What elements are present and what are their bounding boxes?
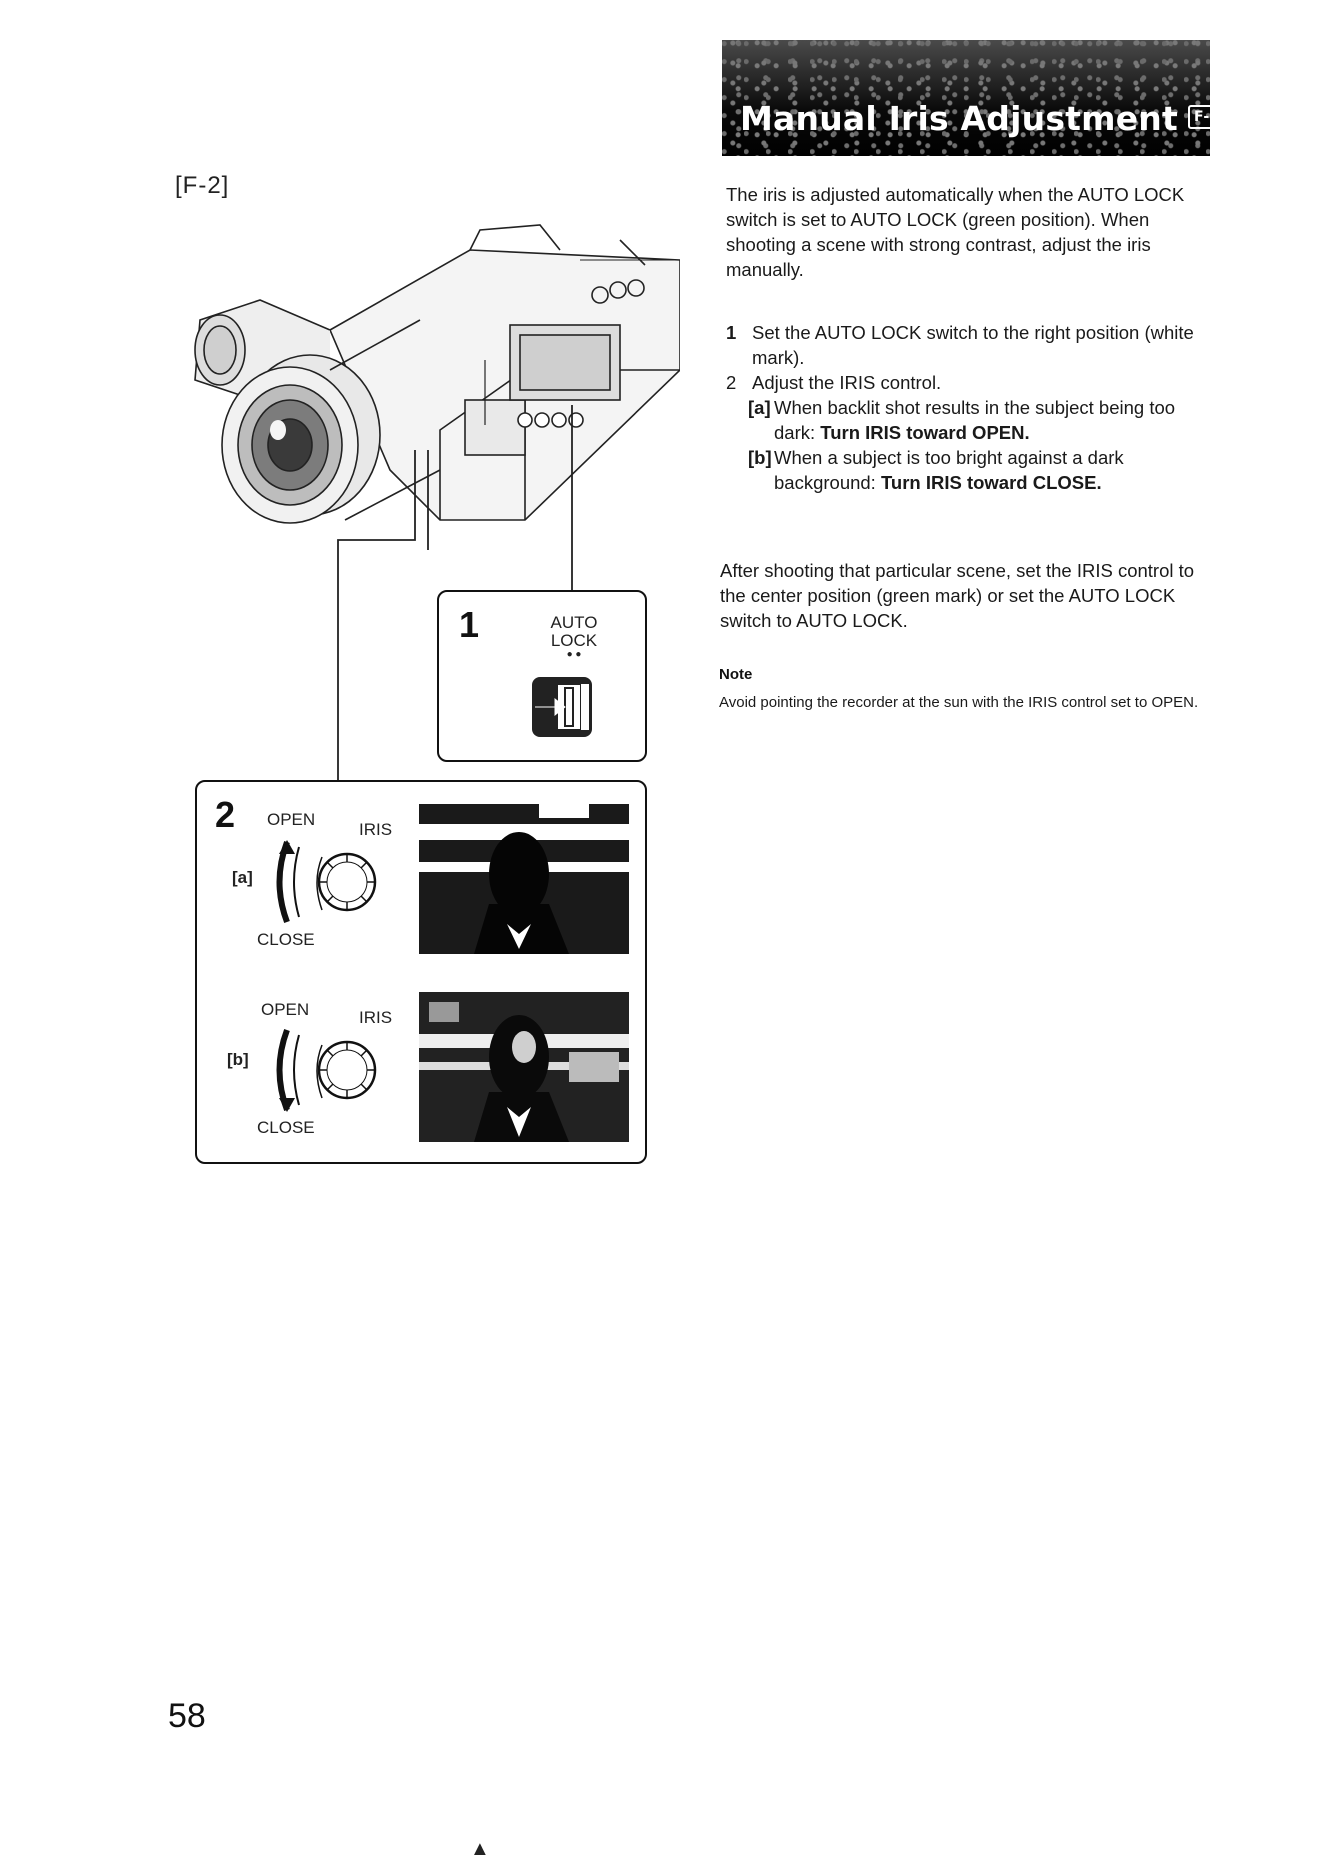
- dark-background-subject-photo: [419, 992, 629, 1142]
- note-text: Avoid pointing the recorder at the sun with the IRIS control set to OPEN.: [719, 694, 1199, 711]
- substep-a: [726, 395, 1216, 445]
- note-heading: Note: [719, 666, 753, 683]
- iris-dial-icon: [267, 1020, 387, 1120]
- callout-number-1: 1: [459, 604, 480, 645]
- auto-lock-label: [539, 614, 609, 660]
- substep-tag: [b]: [748, 447, 772, 468]
- page-number: 58: [168, 1697, 206, 1735]
- substep-instruction: Turn IRIS toward OPEN.: [820, 422, 1030, 443]
- iris-control-callout: [195, 780, 647, 1164]
- section-title-text: Manual Iris Adjustment: [740, 99, 1178, 138]
- step-number: 1: [726, 322, 737, 343]
- section-badge: F-2: [1188, 105, 1225, 129]
- section-title: [740, 99, 1225, 138]
- tag-b: [b]: [227, 1050, 249, 1069]
- step-text: Adjust the IRIS control.: [752, 372, 942, 393]
- open-label-b: OPEN: [261, 1000, 310, 1019]
- close-label-a: CLOSE: [257, 930, 315, 949]
- figure-label: [F-2]: [175, 172, 230, 199]
- backlit-subject-photo: [419, 804, 629, 954]
- section-header-banner: [722, 40, 1220, 156]
- step-text: Set the AUTO LOCK switch to the right position (white mark).: [752, 322, 1194, 368]
- step-number: 2: [726, 372, 737, 393]
- registration-mark-icon: ▲: [470, 1838, 490, 1860]
- after-paragraph: After shooting that particular scene, set the IRIS control to the center position (green mark) or set the AUTO LOCK switch to AUTO LOCK.: [720, 560, 1195, 631]
- lock-label: LOCK: [550, 631, 598, 650]
- open-label-a: OPEN: [267, 810, 316, 829]
- step-1: [726, 320, 1216, 370]
- callout-number-2: 2: [215, 794, 236, 835]
- substep-text: When backlit shot results in the subject being too dark:: [774, 397, 1176, 443]
- dot-marks: ● ●: [566, 649, 582, 660]
- tag-a: [a]: [232, 868, 253, 887]
- intro-paragraph: The iris is adjusted automatically when the AUTO LOCK switch is set to AUTO LOCK (green position). When shooting a scene with strong contrast, adjust the iris manually.: [726, 184, 1185, 280]
- substep-tag: [a]: [748, 397, 771, 418]
- substep-b: [726, 445, 1216, 495]
- iris-dial-icon: [267, 832, 387, 932]
- close-label-b: CLOSE: [257, 1118, 315, 1137]
- substep-instruction: Turn IRIS toward CLOSE.: [880, 472, 1102, 493]
- step-2: [726, 370, 1216, 395]
- iris-label-b: IRIS: [359, 1008, 393, 1027]
- iris-label-a: IRIS: [359, 820, 393, 839]
- auto-lock-callout: [437, 590, 647, 762]
- substep-text: When a subject is too bright against a dark background:: [774, 447, 1124, 493]
- steps-list: [726, 320, 1216, 495]
- auto-label: AUTO: [550, 613, 598, 632]
- auto-lock-switch-icon: [527, 672, 607, 742]
